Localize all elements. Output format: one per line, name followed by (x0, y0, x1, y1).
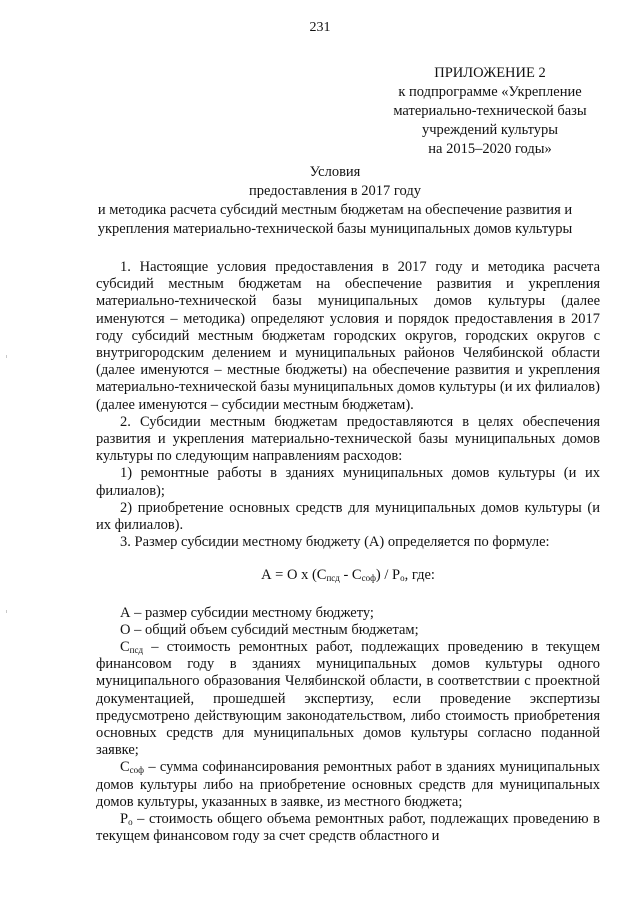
definition-subscript: о (128, 817, 133, 828)
formula (96, 567, 600, 584)
paragraph-2-item-1: 1) ремонтные работы в зданиях муниципальных домов культуры (и их филиалов); (96, 465, 600, 499)
formula-subscript: соф (361, 573, 376, 584)
definition-a: А – размер субсидии местному бюджету; (120, 604, 374, 621)
definition-subscript: соф (129, 765, 144, 776)
paragraph-1: 1. Настоящие условия предоставления в 2017 году и методика расчета субсидий местным бюджетам на обеспечение развития и укрепления материально-технической базы муниципальных домов культуры (далее именуются – методика) определяют условия и порядок предоставления в 2017 году субсидий местным бюджетам городских округов, городских округов с внутригородским делением и муниципальных районов Челябинской области (далее именуются – местные бюджеты) на обеспечение развития и укрепления материально-технической базы муниципальных домов культуры (и их филиалов) (далее именуются – субсидии местным бюджетам). (96, 259, 600, 413)
appendix-line: учреждений культуры (421, 122, 559, 138)
page-number: 231 (309, 20, 331, 35)
paragraph-2: 2. Субсидии местным бюджетам предоставляются в целях обеспечения развития и укрепления материально-технической базы муниципальных домов культуры по следующим направлениям расходов: (96, 413, 600, 465)
formula-part: , где: (404, 567, 435, 584)
definition-symbol: Р (120, 811, 129, 828)
formula-part: ) / Р (375, 567, 401, 584)
scan-mark (6, 355, 7, 358)
definition-c-sof (96, 759, 600, 811)
appendix-line: к подпрограмме «Укрепление (398, 84, 582, 100)
title-line: укрепления материально-технической базы муниципальных домов культуры (97, 221, 573, 237)
document-body (96, 259, 600, 846)
formula-subscript: о (400, 573, 405, 584)
appendix-line: на 2015–2020 годы» (428, 141, 552, 157)
definition-text: – стоимость общего объема ремонтных работ, подлежащих проведению в текущем финансовом году за счет средств областного и (96, 811, 600, 845)
definition-text: – стоимость ремонтных работ, подлежащих проведению в текущем финансовом году в зданиях муниципальных домов культуры одного муниципального образования Челябинской области, в соответствии с проектной документацией, прошедшей экспертизу, если проведение экспертизы предусмотрено действующим законодательством, либо стоимость приобретения основных средств для муниципальных домов культуры согласно поданной заявке; (96, 639, 600, 759)
formula-part: - С (339, 567, 362, 584)
appendix-heading: ПРИЛОЖЕНИЕ 2 (434, 65, 546, 81)
definition-symbol: С (120, 639, 130, 656)
paragraph-2-item-2: 2) приобретение основных средств для муниципальных домов культуры (и их филиалов). (96, 499, 600, 534)
definition-p-o (96, 811, 600, 845)
title-line: предоставления в 2017 году (249, 183, 421, 199)
definition-symbol: С (120, 759, 130, 776)
formula-subscript: псд (326, 573, 340, 584)
scan-mark (6, 610, 7, 613)
formula-part: А = О х (С (261, 567, 327, 584)
definition-subscript: псд (129, 645, 144, 656)
definition-text: – сумма софинансирования ремонтных работ в зданиях муниципальных домов культуры либо на приобретение основных средств для муниципальных домов культуры, указанных в заявке, из местного бюджета; (96, 759, 600, 810)
definition-c-psd (96, 639, 600, 759)
paragraph-3: 3. Размер субсидии местному бюджету (А) определяется по формуле: (120, 534, 550, 551)
definition-o: О – общий объем субсидий местным бюджетам; (120, 621, 419, 638)
document-title (70, 163, 600, 239)
title-line: Условия (309, 164, 361, 180)
title-line: и методика расчета субсидий местным бюджетам на обеспечение развития и (97, 202, 573, 218)
appendix-header (360, 64, 620, 159)
appendix-line: материально-технической базы (393, 103, 587, 119)
